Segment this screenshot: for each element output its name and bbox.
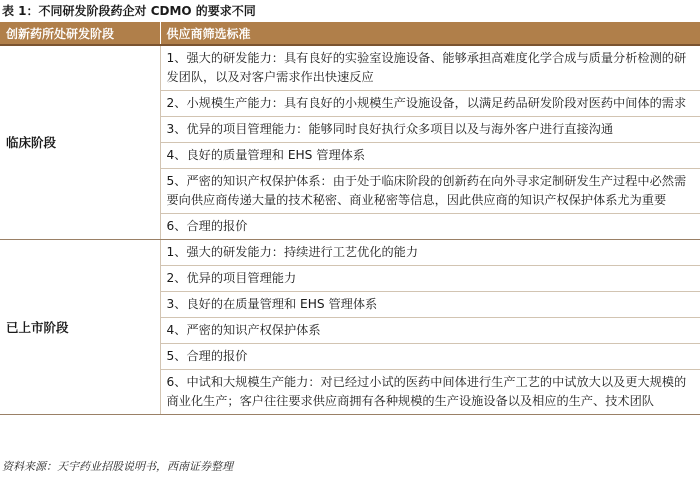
criteria-cell: 3、良好的在质量管理和 EHS 管理体系	[160, 292, 700, 318]
cdmo-requirements-table	[0, 22, 700, 415]
criteria-cell: 6、中试和大规模生产能力：对已经过小试的医药中间体进行生产工艺的中试放大以及更大规模的商业化生产；客户往往要求供应商拥有各种规模的生产设施设备以及相应的生产、技术团队	[160, 370, 700, 415]
criteria-cell: 3、优异的项目管理能力：能够同时良好执行众多项目以及与海外客户进行直接沟通	[160, 117, 700, 143]
criteria-cell: 1、强大的研发能力：具有良好的实验室设施设备、能够承担高难度化学合成与质量分析检测的研发团队，以及对客户需求作出快速反应	[160, 45, 700, 91]
criteria-cell: 5、合理的报价	[160, 344, 700, 370]
table-row	[0, 45, 700, 91]
criteria-cell: 2、优异的项目管理能力	[160, 266, 700, 292]
criteria-cell: 5、严密的知识产权保护体系：由于处于临床阶段的创新药在向外寻求定制研发生产过程中必然需要向供应商传递大量的技术秘密、商业秘密等信息，因此供应商的知识产权保护体系尤为重要	[160, 169, 700, 214]
criteria-cell: 1、强大的研发能力：持续进行工艺优化的能力	[160, 240, 700, 266]
criteria-cell: 2、小规模生产能力：具有良好的小规模生产设施设备，以满足药品研发阶段对医药中间体的需求	[160, 91, 700, 117]
table-title: 表 1：不同研发阶段药企对 CDMO 的要求不同	[2, 4, 256, 18]
stage-marketed: 已上市阶段	[0, 240, 160, 415]
criteria-cell: 4、严密的知识产权保护体系	[160, 318, 700, 344]
header-stage: 创新药所处研发阶段	[0, 22, 160, 45]
table-row	[0, 240, 700, 266]
header-row	[0, 22, 700, 45]
source-note: 资料来源：天宇药业招股说明书，西南证券整理	[2, 460, 233, 473]
header-criteria: 供应商筛选标准	[160, 22, 700, 45]
stage-clinical: 临床阶段	[0, 45, 160, 240]
criteria-cell: 6、合理的报价	[160, 214, 700, 240]
criteria-cell: 4、良好的质量管理和 EHS 管理体系	[160, 143, 700, 169]
